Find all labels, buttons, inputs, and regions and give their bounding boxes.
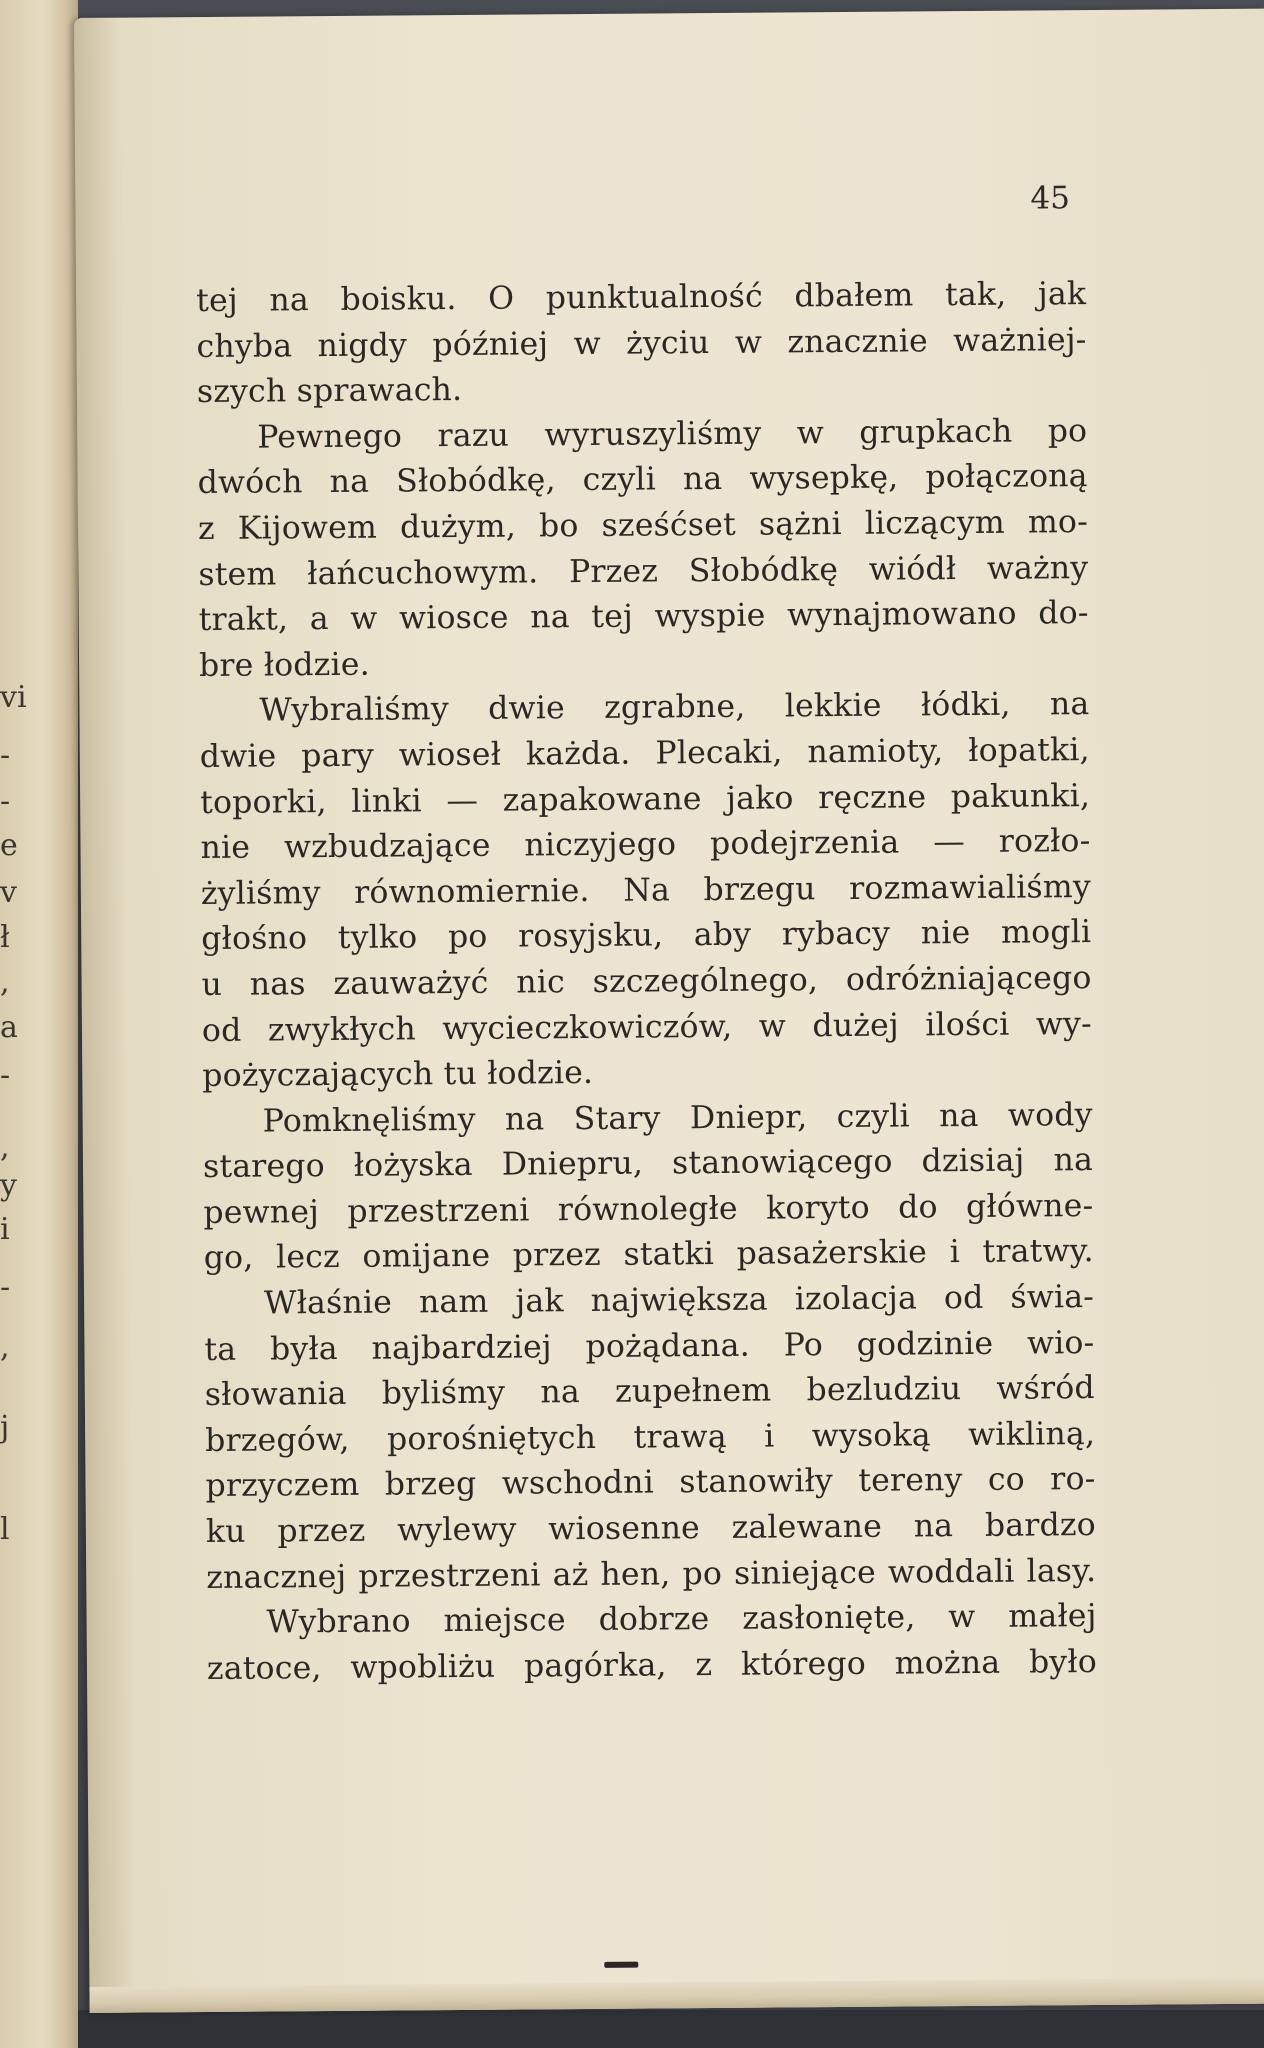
text-line: go, lecz omijane przez statki pasażerskie i tratwy. — [203, 1233, 1094, 1277]
text-line: trakt, a w wiosce na tej wyspie wynajmowano do- — [198, 595, 1089, 639]
text-line: nie wzbudzające niczyjego podejrzenia — rozło- — [200, 823, 1091, 867]
text-line: chyba nigdy później w życiu w znacznie ważniej- — [196, 321, 1087, 365]
text-line: z Kijowem dużym, bo sześćset sążni liczącym mo- — [197, 504, 1089, 548]
background-bottom — [0, 2010, 1264, 2048]
left-page-fragment: - — [0, 1270, 11, 1305]
text-line: pewnej przestrzeni równoległe koryto do główne- — [203, 1187, 1094, 1231]
text-line: od zwykłych wycieczkowiczów, w dużej ilości wy- — [201, 1005, 1093, 1049]
text-line: tej na boisku. O punktualność dbałem tak, jak — [196, 276, 1087, 320]
page-bottom-edge — [89, 1978, 1264, 2013]
left-page-fragment: , — [0, 965, 10, 1000]
text-line: brzegów, porośniętych trawą i wysoką wikliną, — [205, 1415, 1096, 1459]
left-page-fragment: ł — [0, 920, 10, 955]
left-page-edge — [0, 0, 78, 2048]
text-line: głośno tylko po rosyjsku, aby rybacy nie mogli — [201, 914, 1092, 958]
text-line: Właśnie nam jak największa izolacja od świa- — [263, 1279, 1095, 1322]
text-line: bre łodzie. — [198, 646, 370, 684]
left-page-fragment: y — [0, 1168, 17, 1203]
left-page-fragment: e — [0, 828, 18, 863]
text-line: słowania byliśmy na zupełnem bezludziu wśród — [204, 1370, 1095, 1414]
text-line: Wybraliśmy dwie zgrabne, lekkie łódki, na — [259, 686, 1090, 729]
text-line: u nas zauważyć nic szczególnego, odróżniającego — [201, 959, 1092, 1003]
text-line: dwie pary wioseł każda. Plecaki, namioty, łopatki, — [199, 731, 1090, 775]
left-page-fragment: , — [0, 1330, 10, 1365]
left-page-fragment: - — [0, 738, 11, 773]
text-line: szych sprawach. — [196, 372, 463, 411]
printer-mark — [604, 1962, 638, 1968]
left-page-fragment: vi — [0, 680, 27, 715]
text-line: ta była najbardziej pożądana. Po godzinie wio- — [204, 1324, 1095, 1368]
text-line: toporki, linki — zapakowane jako ręczne pakunki, — [200, 777, 1091, 821]
text-line: Pewnego razu wyruszyliśmy w grupkach po — [257, 412, 1088, 456]
left-page-fragment: i — [0, 1212, 10, 1247]
text-line: Wybrano miejsce dobrze zasłonięte, w małej — [266, 1598, 1097, 1641]
left-page-fragment: - — [0, 1058, 11, 1093]
left-page-fragment: , — [0, 1130, 10, 1165]
page-number: 45 — [1030, 180, 1071, 217]
left-page-fragment: v — [0, 875, 17, 910]
text-line: Pomknęliśmy na Stary Dniepr, czyli na wody — [262, 1096, 1093, 1140]
text-line: żyliśmy równomiernie. Na brzegu rozmawialiśmy — [200, 868, 1091, 912]
text-line: znacznej przestrzeni aż hen, po siniejące woddali lasy. — [206, 1552, 1097, 1596]
text-line: stem łańcuchowym. Przez Słobódkę wiódł ważny — [198, 549, 1089, 593]
text-line: starego łożyska Dniepru, stanowiącego dzisiaj na — [202, 1142, 1094, 1186]
text-line: ku przez wylewy wiosenne zalewane na bardzo — [205, 1507, 1097, 1551]
left-page-fragment: - — [0, 784, 11, 819]
text-line: zatoce, wpobliżu pagórka, z którego można było — [206, 1643, 1098, 1687]
left-page-fragment: a — [0, 1010, 18, 1045]
left-page-fragment: l — [0, 1512, 10, 1547]
book-page — [74, 9, 1264, 2013]
text-line: dwóch na Słobódkę, czyli na wysepkę, połączoną — [197, 458, 1088, 502]
text-line: pożyczających tu łodzie. — [202, 1055, 594, 1095]
text-line: przyczem brzeg wschodni stanowiły tereny co ro- — [205, 1461, 1096, 1505]
page-text — [196, 272, 1097, 1692]
left-page-fragment: j — [0, 1410, 10, 1445]
